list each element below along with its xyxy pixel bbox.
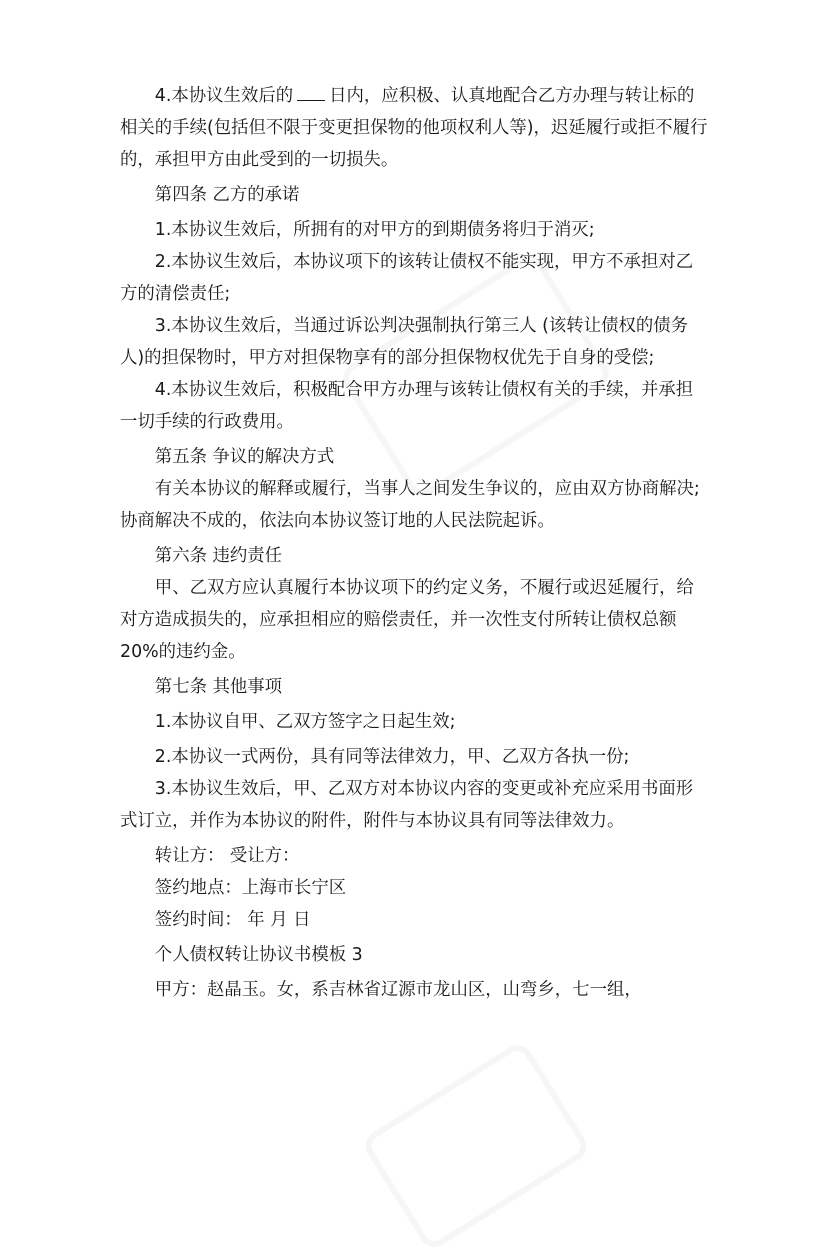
section-4-item-3: 3.本协议生效后，当通过诉讼判决强制执行第三人 (该转让债权的债务人)的担保物时，甲方对担保物享有的部分担保物权优先于自身的受偿; — [120, 316, 689, 368]
section-7-item-3: 3.本协议生效后，甲、乙双方对本协议内容的变更或补充应采用书面形式订立，并作为本协议的附件，附件与本协议具有同等法律效力。 — [120, 779, 694, 831]
blank-days-field — [297, 80, 325, 101]
article-4-text-after: 日内，应积极、认真地配合乙方办理与转让标的相关的手续(包括但不限于变更担保物的他项权利人等)，迟延履行或拒不履行的，承担甲方由此受到的一切损失。 — [120, 86, 708, 170]
section-7-item-1: 1.本协议自甲、乙双方签字之日起生效; — [154, 712, 456, 732]
template-3-title: 个人债权转让协议书模板 3 — [154, 945, 363, 965]
section-5-heading: 第五条 争议的解决方式 — [154, 447, 335, 467]
document-body — [120, 80, 710, 1006]
section-6-heading: 第六条 违约责任 — [154, 546, 283, 566]
signature-time: 签约时间： 年 月 日 — [154, 910, 311, 930]
section-7-heading: 第七条 其他事项 — [154, 677, 283, 697]
article-4-paragraph — [120, 80, 710, 176]
section-6-body: 甲、乙双方应认真履行本协议项下的约定义务，不履行或迟延履行，给对方造成损失的，应承担相应的赔偿责任，并一次性支付所转让债权总额 20%的违约金。 — [120, 578, 694, 662]
article-4-text-before: 4.本协议生效后的 — [154, 86, 294, 106]
signature-parties: 转让方： 受让方： — [154, 846, 300, 866]
template-3-party-a: 甲方：赵晶玉。女，系吉林省辽源市龙山区，山弯乡，七一组， — [154, 980, 642, 1000]
section-4-item-2: 2.本协议生效后，本协议项下的该转让债权不能实现，甲方不承担对乙方的清偿责任; — [120, 252, 694, 304]
signature-place: 签约地点：上海市长宁区 — [154, 878, 347, 898]
section-4-item-1: 1.本协议生效后，所拥有的对甲方的到期债务将归于消灭; — [154, 220, 595, 240]
watermark-stamp-lower — [360, 1039, 593, 1253]
section-5-body: 有关本协议的解释或履行，当事人之间发生争议的，应由双方协商解决;协商解决不成的，依法向本协议签订地的人民法院起诉。 — [120, 479, 700, 531]
section-4-heading: 第四条 乙方的承诺 — [154, 185, 300, 205]
section-7-item-2: 2.本协议一式两份，具有同等法律效力，甲、乙双方各执一份; — [154, 747, 630, 767]
section-4-item-4: 4.本协议生效后，积极配合甲方办理与该转让债权有关的手续，并承担一切手续的行政费用。 — [120, 380, 694, 432]
